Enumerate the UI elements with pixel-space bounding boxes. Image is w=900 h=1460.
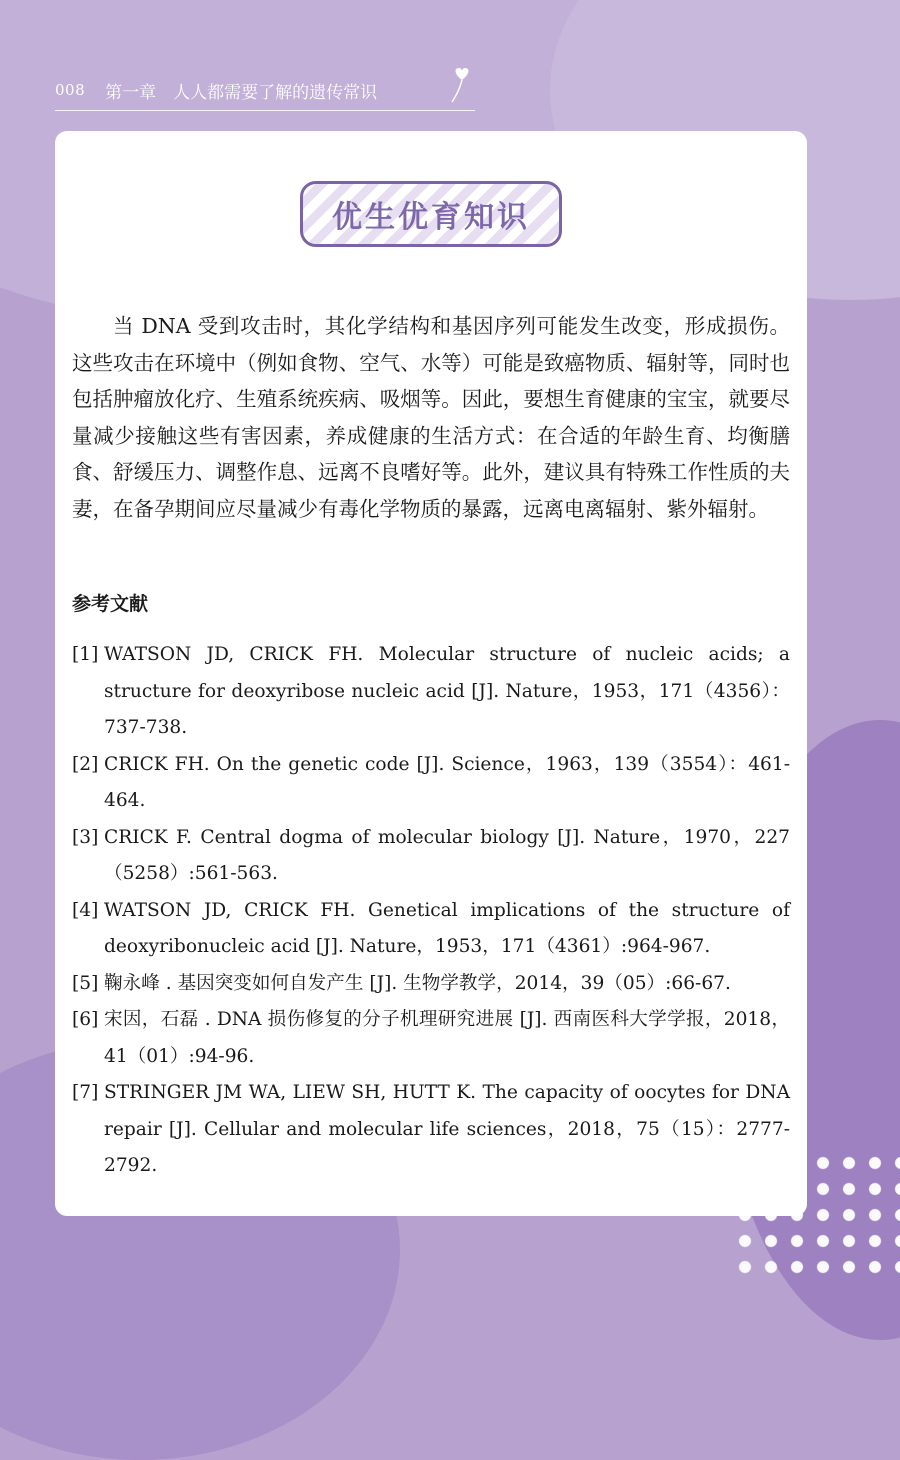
running-header xyxy=(55,70,475,111)
reference-number: [3] xyxy=(72,826,99,848)
references-heading: 参考文献 xyxy=(72,593,149,615)
reference-text: CRICK F. Central dogma of molecular biology [J]. Nature，1970，227（5258）:561-563. xyxy=(104,826,790,884)
reference-text: 鞠永峰 . 基因突变如何自发产生 [J]. 生物学教学，2014，39（05）:66-67. xyxy=(104,972,731,994)
section-title-badge xyxy=(300,181,562,247)
reference-item xyxy=(72,966,790,1003)
reference-text: WATSON JD, CRICK FH. Molecular structure of nucleic acids; a structure for deoxyribose nucleic acid [J]. Nature，1953，171（4356）：737-738. xyxy=(104,644,790,738)
reference-number: [1] xyxy=(72,644,99,665)
reference-number: [5] xyxy=(72,972,99,994)
reference-number: [4] xyxy=(72,899,99,921)
reference-list xyxy=(72,637,790,1185)
reference-item xyxy=(72,637,790,747)
page-number: 008 xyxy=(55,81,86,99)
reference-text: CRICK FH. On the genetic code [J]. Science，1963，139（3554）：461-464. xyxy=(104,753,790,811)
body-paragraph: 当 DNA 受到攻击时，其化学结构和基因序列可能发生改变，形成损伤。这些攻击在环境中（例如食物、空气、水等）可能是致癌物质、辐射等，同时也包括肿瘤放化疗、生殖系统疾病、吸烟等。因此，要想生育健康的宝宝，就要尽量减少接触这些有害因素，养成健康的生活方式：在合适的年龄生育、均衡膳食、舒缓压力、调整作息、远离不良嗜好等。此外，建议具有特殊工作性质的夫妻，在备孕期间应尽量减少有毒化学物质的暴露，远离电离辐射、紫外辐射。 xyxy=(72,314,790,521)
reference-number: [6] xyxy=(72,1009,99,1030)
reference-item xyxy=(72,1002,790,1075)
reference-text: STRINGER JM WA, LIEW SH, HUTT K. The capacity of oocytes for DNA repair [J]. Cellular and molecular life sciences，2018，75（15）：2777-2792. xyxy=(104,1082,790,1176)
section-title: 优生优育知识 xyxy=(332,200,530,235)
reference-item xyxy=(72,893,790,966)
reference-item xyxy=(72,820,790,893)
reference-item xyxy=(72,747,790,820)
chapter-title: 第一章 人人都需要了解的遗传常识 xyxy=(105,82,378,103)
reference-item xyxy=(72,1075,790,1185)
reference-text: 宋因，石磊 . DNA 损伤修复的分子机理研究进展 [J]. 西南医科大学学报，2018，41（01）:94-96. xyxy=(104,1009,790,1067)
reference-number: [7] xyxy=(72,1082,99,1103)
reference-number: [2] xyxy=(72,753,99,775)
content-card xyxy=(55,131,807,1216)
heart-icon xyxy=(450,66,474,106)
decorative-dot-pattern xyxy=(732,1150,900,1282)
reference-text: WATSON JD, CRICK FH. Genetical implications of the structure of deoxyribonucleic acid [J]. Nature，1953，171（4361）:964-967. xyxy=(104,899,790,957)
